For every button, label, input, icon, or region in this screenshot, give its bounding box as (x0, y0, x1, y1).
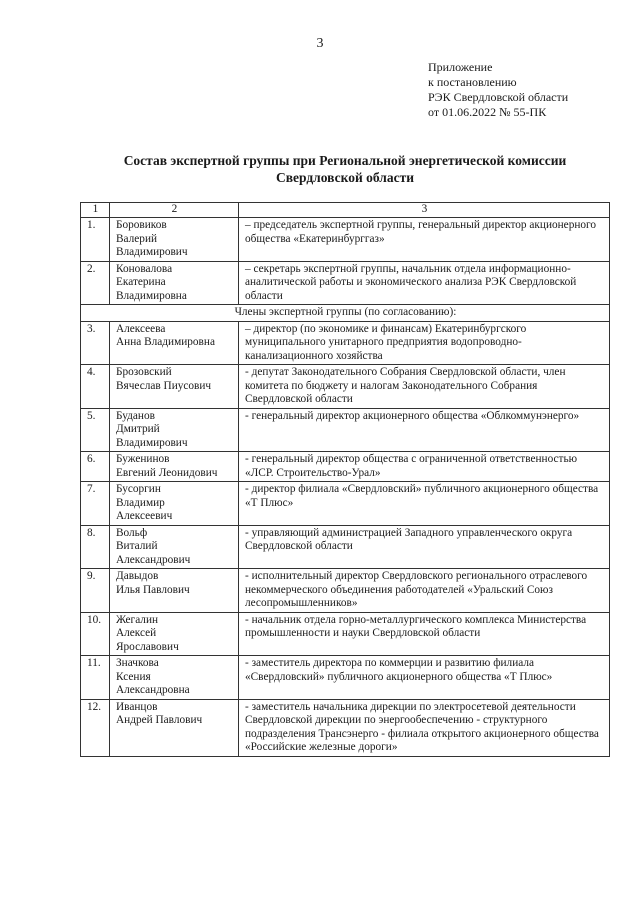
header-col-3: 3 (239, 203, 610, 218)
row-number: 12. (81, 699, 110, 756)
row-number: 1. (81, 218, 110, 262)
row-number: 2. (81, 261, 110, 305)
member-name (110, 365, 239, 409)
name-line: Александровна (116, 684, 190, 696)
header-col-2: 2 (110, 203, 239, 218)
leadership-rows (81, 218, 610, 305)
name-line: Виталий (116, 540, 158, 552)
member-rows (81, 321, 610, 756)
table-row (81, 612, 610, 656)
member-role: – директор (по экономике и финансам) Екатеринбургского муниципального унитарного предприятия водопроводно-канализационного хозяйства (239, 321, 610, 365)
header-col-1: 1 (81, 203, 110, 218)
table-row (81, 525, 610, 569)
name-line: Вячеслав Пиусович (116, 379, 212, 392)
name-line: Иванцов (116, 700, 158, 713)
name-line: Давыдов (116, 570, 159, 582)
member-role: - заместитель директора по коммерции и развитию филиала «Свердловский» публичного акционерного общества «Т Плюс» (239, 656, 610, 700)
table-row (81, 656, 610, 700)
name-line: Владимирович (116, 246, 188, 258)
appendix-line-1: Приложение (428, 60, 493, 74)
row-number: 3. (81, 321, 110, 365)
name-line: Екатерина (116, 276, 166, 288)
appendix-line-4: от 01.06.2022 № 55-ПК (428, 105, 547, 119)
page-number: 3 (316, 36, 324, 51)
row-number: 9. (81, 569, 110, 613)
member-role: - заместитель начальника дирекции по электросетевой деятельности Свердловской дирекции по энергообеспечению - структурного подразделения Трансэнерго - филиала открытого акционерного общества «Российские железные дороги» (239, 699, 610, 756)
name-line: Алексеева (116, 322, 166, 335)
name-line: Владимир (116, 496, 165, 509)
name-line: Евгений Леонидович (116, 466, 218, 479)
section-row (81, 305, 610, 322)
table-row (81, 408, 610, 452)
name-line: Валерий (116, 232, 158, 245)
name-line: Дмитрий (116, 423, 160, 435)
document-title (80, 152, 610, 186)
member-name (110, 482, 239, 526)
name-line: Александрович (116, 553, 191, 566)
member-name (110, 656, 239, 700)
name-line: Ксения (116, 670, 151, 683)
member-name (110, 525, 239, 569)
expert-group-table (80, 202, 610, 757)
member-role: - депутат Законодательного Собрания Свердловской области, член комитета по бюджету и налогам Законодательного Собрания Свердловской области (239, 365, 610, 409)
name-line: Боровиков (116, 219, 167, 231)
member-role: - генеральный директор акционерного общества «Облкоммунэнерго» (239, 408, 610, 452)
name-line: Бусоргин (116, 483, 161, 495)
row-number: 11. (81, 656, 110, 700)
name-line: Ярославович (116, 640, 179, 653)
member-role: – секретарь экспертной группы, начальник отдела информационно-аналитической работы и экономического анализа РЭК Свердловской области (239, 261, 610, 305)
member-role: - начальник отдела горно-металлургического комплекса Министерства промышленности и науки Свердловской области (239, 612, 610, 656)
appendix-line-2: к постановлению (428, 75, 517, 89)
member-name (110, 569, 239, 613)
name-line: Буданов (116, 409, 155, 422)
appendix-line-3: РЭК Свердловской области (428, 90, 569, 104)
member-role: - директор филиала «Свердловский» публичного акционерного общества «Т Плюс» (239, 482, 610, 526)
name-line: Коновалова (116, 262, 173, 275)
member-name (110, 261, 239, 305)
member-role: - генеральный директор общества с ограниченной ответственностью «ЛСР. Строительство-Урал» (239, 452, 610, 482)
member-role: - исполнительный директор Свердловского регионального отраслевого некоммерческого объединения работодателей «Уральский Союз лесопромышленников» (239, 569, 610, 613)
table-row (81, 321, 610, 365)
name-line: Значкова (116, 657, 159, 669)
table-row (81, 452, 610, 482)
member-name (110, 612, 239, 656)
name-line: Владимировна (116, 289, 187, 302)
row-number: 5. (81, 408, 110, 452)
row-number: 8. (81, 525, 110, 569)
name-line: Брозовский (116, 366, 172, 378)
name-line: Андрей Павлович (116, 714, 203, 726)
table-row (81, 482, 610, 526)
member-role: – председатель экспертной группы, генеральный директор акционерного общества «Екатеринбурггаз» (239, 218, 610, 262)
name-line: Анна Владимировна (116, 336, 215, 348)
name-line: Илья Павлович (116, 583, 190, 596)
name-line: Жегалин (116, 613, 159, 626)
table-row (81, 261, 610, 305)
table-row (81, 699, 610, 756)
member-name (110, 699, 239, 756)
name-line: Алексеевич (116, 510, 173, 522)
name-line: Вольф (116, 526, 148, 539)
title-line-1: Состав экспертной группы при Региональной энергетической комиссии (123, 153, 567, 168)
row-number: 4. (81, 365, 110, 409)
member-name (110, 408, 239, 452)
table-header-row (81, 203, 610, 218)
member-role: - управляющий администрацией Западного управленческого округа Свердловской области (239, 525, 610, 569)
section-label: Члены экспертной группы (по согласованию): (81, 305, 610, 322)
name-line: Буженинов (116, 453, 170, 465)
row-number: 10. (81, 612, 110, 656)
member-name (110, 321, 239, 365)
member-name (110, 218, 239, 262)
appendix-block (428, 60, 568, 120)
name-line: Владимирович (116, 436, 188, 449)
name-line: Алексей (116, 627, 157, 639)
title-line-2: Свердловской области (275, 170, 415, 185)
table-row (81, 365, 610, 409)
row-number: 6. (81, 452, 110, 482)
table-row (81, 218, 610, 262)
member-name (110, 452, 239, 482)
row-number: 7. (81, 482, 110, 526)
table-row (81, 569, 610, 613)
